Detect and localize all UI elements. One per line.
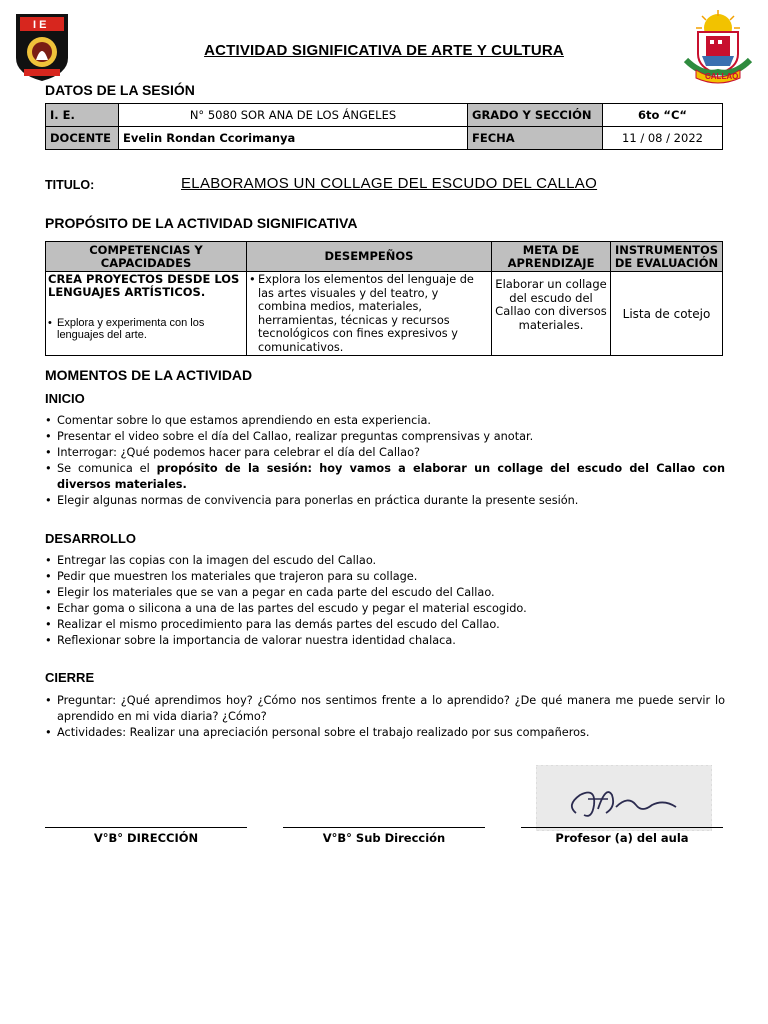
signature-line-subdireccion <box>283 827 485 828</box>
bullet: • <box>249 273 256 286</box>
fecha-label: FECHA <box>468 127 603 150</box>
list-item: • Actividades: Realizar una apreciación personal sobre el trabajo realizado por sus compañeros. <box>45 725 725 741</box>
fecha-value: 11 / 08 / 2022 <box>603 127 723 150</box>
list-item: • Elegir algunas normas de convivencia para ponerlas en práctica durante la presente sesión. <box>45 493 725 509</box>
list-item: • Realizar el mismo procedimiento para las demás partes del escudo del Callao. <box>45 617 725 633</box>
list-item: • Preguntar: ¿Qué aprendimos hoy? ¿Cómo nos sentimos frente a lo aprendido? ¿De qué manera me puede servir lo aprendido en mi vida diaria? ¿Cómo? <box>45 693 725 725</box>
grado-label: GRADO Y SECCIÓN <box>468 104 603 127</box>
cierre-heading: CIERRE <box>45 670 95 685</box>
logo-banner-text: CALLAO <box>705 72 739 81</box>
handwritten-signature <box>536 765 712 831</box>
inicio-heading: INICIO <box>45 391 85 406</box>
direccion-signature-label: V°B° DIRECCIÓN <box>93 831 199 845</box>
ie-value: N° 5080 SOR ANA DE LOS ÁNGELES <box>119 104 468 127</box>
session-heading: DATOS DE LA SESIÓN <box>45 82 195 98</box>
list-item: • Entregar las copias con la imagen del escudo del Callao. <box>45 553 725 569</box>
desarrollo-heading: DESARROLLO <box>45 531 136 546</box>
header-competencias: COMPETENCIAS Y CAPACIDADES <box>46 242 247 272</box>
ie-label: I. E. <box>46 104 119 127</box>
proposito-heading: PROPÓSITO DE LA ACTIVIDAD SIGNIFICATIVA <box>45 215 358 231</box>
instrumento-text: Lista de cotejo <box>611 272 723 356</box>
profesor-signature-label: Profesor (a) del aula <box>555 831 689 845</box>
bullet: • <box>48 317 52 329</box>
header-meta: META DE APRENDIZAJE <box>492 242 611 272</box>
list-item <box>45 461 725 493</box>
list-item: • Pedir que muestren los materiales que trajeron para su collage. <box>45 569 725 585</box>
momentos-heading: MOMENTOS DE LA ACTIVIDAD <box>45 367 253 383</box>
grado-value: 6to “C“ <box>603 104 723 127</box>
crest-letter-i: I E <box>33 19 47 31</box>
docente-label: DOCENTE <box>46 127 119 150</box>
item-bold-purpose: propósito de la sesión: hoy vamos a elaborar un collage del escudo del Callao con diversos materiales. <box>57 462 726 491</box>
list-item: • Comentar sobre lo que estamos aprendiendo en esta experiencia. <box>45 413 725 429</box>
list-item: • Echar goma o silicona a una de las partes del escudo y pegar el material escogido. <box>45 601 725 617</box>
desempeno-text: Explora los elementos del lenguaje de las artes visuales y del teatro, y combina medios, materiales, herramientas, técnicas y recursos tecnológicos con fines expresivos y comunicativos. <box>258 273 474 354</box>
titulo-value: ELABORAMOS UN COLLAGE DEL ESCUDO DEL CALLAO <box>181 175 598 192</box>
list-item: • Interrogar: ¿Qué podemos hacer para celebrar el día del Callao? <box>45 445 725 461</box>
titulo-label: TITULO: <box>45 178 95 192</box>
proposito-table <box>45 241 723 356</box>
meta-text: Elaborar un collage del escudo del Callao con diversos materiales. <box>492 272 611 356</box>
list-item: • Presentar el video sobre el día del Callao, realizar preguntas comprensivas y anotar. <box>45 429 725 445</box>
list-item: • Elegir los materiales que se van a pegar en cada parte del escudo del Callao. <box>45 585 725 601</box>
list-item: • Reflexionar sobre la importancia de valorar nuestra identidad chalaca. <box>45 633 725 649</box>
header-desempenos: DESEMPEÑOS <box>247 242 492 272</box>
capacidad-text: Explora y experimenta con los lenguajes del arte. <box>57 317 205 341</box>
signature-line-direccion <box>45 827 247 828</box>
signature-line-profesor <box>521 827 723 828</box>
cierre-list <box>45 693 725 741</box>
inicio-list <box>45 413 725 509</box>
item-prefix: Se comunica el <box>57 462 157 475</box>
desarrollo-list <box>45 553 725 649</box>
session-info-table <box>45 103 723 150</box>
docente-value: Evelin Rondan Ccorimanya <box>119 127 468 150</box>
competencia-text: CREA PROYECTOS DESDE LOS LENGUAJES ARTÍSTICOS. <box>48 272 240 299</box>
header-instrumentos: INSTRUMENTOS DE EVALUACIÓN <box>611 242 723 272</box>
document-title: ACTIVIDAD SIGNIFICATIVA DE ARTE Y CULTURA <box>204 42 564 59</box>
subdireccion-signature-label: V°B° Sub Dirección <box>322 831 446 845</box>
